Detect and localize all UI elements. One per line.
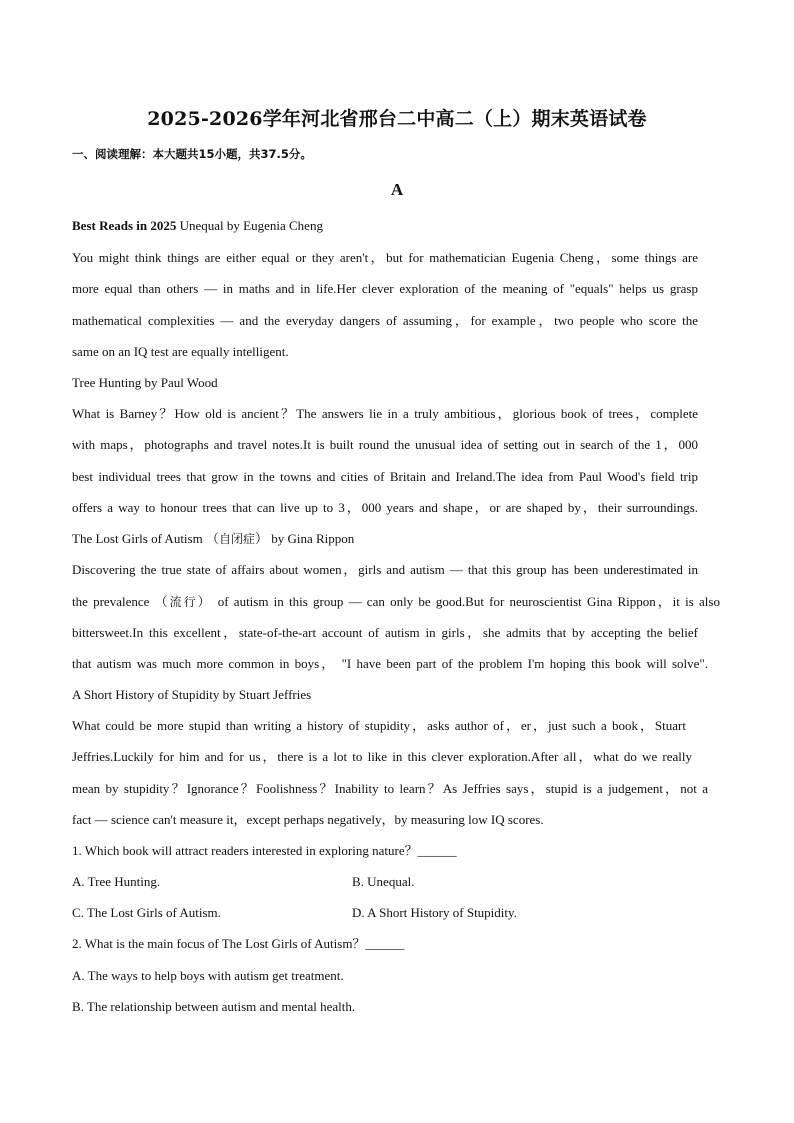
book2-line-4: offers a way to honour trees that can live up to 3，000 years and shape，or are shaped by，their surroundings.	[72, 500, 698, 515]
book4-line-2: Jeffries.Luckily for him and for us，there is a lot to like in this clever exploration.After all，what do we really	[72, 749, 692, 764]
book1-title-author: Unequal by Eugenia Cheng	[176, 218, 323, 233]
section-header: 一、阅读理解：本大题共15小题，共37.5分。	[72, 147, 312, 161]
book2-heading: Tree Hunting by Paul Wood	[72, 375, 218, 390]
book4-heading: A Short History of Stupidity by Stuart Jeffries	[72, 687, 312, 702]
question-1-option-d[interactable]: D. A Short History of Stupidity.	[352, 905, 517, 920]
book3-line-2	[72, 594, 720, 610]
book1-line-1: You might think things are either equal or they aren't，but for mathematician Eugenia Cheng，some things are	[72, 250, 698, 265]
book3-heading	[72, 531, 354, 547]
passage-label: A	[390, 180, 404, 199]
exam-title: 2025-2026学年河北省邢台二中高二（上）期末英语试卷	[147, 108, 647, 130]
book3-line-4: that autism was much more common in boys， "I have been part of the problem I'm hoping this book will solve".	[72, 656, 708, 671]
question-1-stem: 1. Which book will attract readers interested in exploring nature？______	[72, 843, 457, 858]
question-2-stem: 2. What is the main focus of The Lost Girls of Autism？______	[72, 936, 405, 951]
book3-line2-part-b: ） of autism in this group — can only be good.But for neuroscientist Gina Rippon，it is also	[197, 594, 720, 609]
book1-heading	[72, 218, 323, 234]
book1-line-3: mathematical complexities — and the everyday dangers of assuming，for example，two people who score the	[72, 313, 698, 328]
book3-line2-part-a: the prevalence （	[72, 594, 170, 609]
book1-line-4: same on an IQ test are equally intelligent.	[72, 344, 289, 359]
book4-line-1: What could be more stupid than writing a history of stupidity，asks author of，er，just such a book，Stuart	[72, 718, 686, 733]
question-2-option-a[interactable]: A. The ways to help boys with autism get treatment.	[72, 968, 344, 983]
book3-heading-part-a: The Lost Girls of Autism （	[72, 531, 219, 546]
book3-line-1: Discovering the true state of affairs about women，girls and autism — that this group has been underestimated in	[72, 562, 698, 577]
question-1-option-c[interactable]: C. The Lost Girls of Autism.	[72, 905, 221, 920]
book3-line-3: bittersweet.In this excellent，state-of-the-art account of autism in girls，she admits that by accepting the belief	[72, 625, 698, 640]
best-reads-label: Best Reads in 2025	[72, 218, 177, 233]
question-1-option-a[interactable]: A. Tree Hunting.	[72, 874, 161, 889]
book2-line-1: What is Barney？How old is ancient？The answers lie in a truly ambitious，glorious book of trees，complete	[72, 406, 698, 421]
book2-line-3: best individual trees that grow in the towns and cities of Britain and Ireland.The idea from Paul Wood's field trip	[72, 469, 698, 484]
question-2-option-b[interactable]: B. The relationship between autism and mental health.	[72, 999, 356, 1014]
book2-line-2: with maps，photographs and travel notes.It is built round the unusual idea of setting out in search of the 1，000	[72, 437, 698, 452]
book1-line-2: more equal than others — in maths and in life.Her clever exploration of the meaning of "equals" helps us grasp	[72, 281, 698, 296]
question-1-option-b[interactable]: B. Unequal.	[352, 874, 415, 889]
book4-line-4: fact — science can't measure it，except perhaps negatively，by measuring low IQ scores.	[72, 812, 544, 827]
book3-line2-cjk: 流行	[169, 595, 198, 609]
book4-line-3: mean by stupidity？Ignorance？Foolishness？Inability to learn？As Jeffries says，stupid is a judgement，not a	[72, 781, 708, 796]
book3-heading-cjk: 自闭症	[218, 532, 255, 546]
book3-heading-part-b: ） by Gina Rippon	[254, 531, 355, 546]
